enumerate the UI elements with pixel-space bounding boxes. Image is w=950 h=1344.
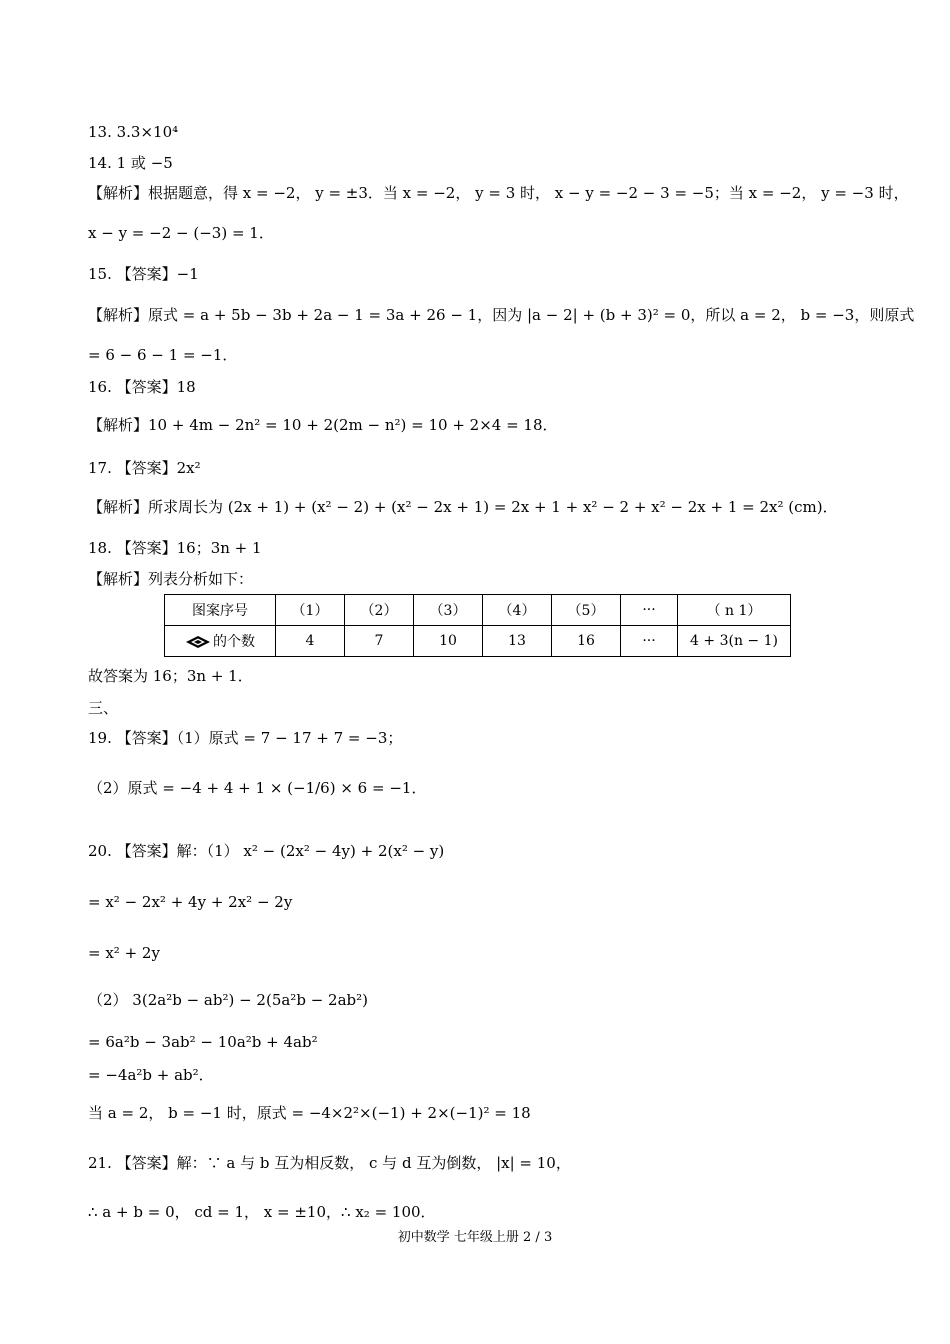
table-cell: 16 [552, 626, 621, 657]
answer-20-evaluate: 当 a = 2， b = −1 时，原式 = −4×2²×(−1) + 2×(−1)² = 18 [88, 1104, 531, 1122]
page-footer: 初中数学 七年级上册 2 / 3 [397, 1230, 553, 1245]
table-header-cell: （3） [414, 595, 483, 626]
table-header-cell: （4） [483, 595, 552, 626]
answer-16: 16. 【答案】18 [88, 378, 196, 396]
analysis-14-line1: 【解析】根据题意，得 x = −2， y = ±3．当 x = −2， y = 3 时， x − y = −2 − 3 = −5；当 x = −2， y = −3 时， [88, 184, 909, 202]
analysis-17: 【解析】所求周长为 (2x + 1) + (x² − 2) + (x² − 2x + 1) = 2x + 1 + x² − 2 + x² − 2x + 1 = 2x² (cm)． [88, 498, 838, 516]
answer-20-step2: = x² + 2y [88, 944, 160, 962]
table-header-cell: （5） [552, 595, 621, 626]
diamond-icon [185, 635, 211, 649]
section-three-heading: 三、 [88, 699, 119, 717]
table-cell: ··· [621, 626, 678, 657]
table-label-cell [165, 626, 276, 657]
table-header-cell: ··· [621, 595, 678, 626]
analysis-18: 【解析】列表分析如下： [88, 570, 254, 588]
analysis-15-line2: = 6 − 6 − 1 = −1． [88, 346, 238, 364]
table-header-cell: 图案序号 [165, 595, 276, 626]
table-cell: 4 [276, 626, 345, 657]
table-cell: 10 [414, 626, 483, 657]
answer-13: 13. 3.3×10⁴ [88, 123, 179, 141]
table-header-cell: （ n 1） [678, 595, 791, 626]
answer-20-step3: = 6a²b − 3ab² − 10a²b + 4ab² [88, 1033, 318, 1051]
analysis-15-line1: 【解析】原式 = a + 5b − 3b + 2a − 1 = 3a + 26 − 1，因为 |a − 2| + (b + 3)² = 0，所以 a = 2， b = −3，则原式 [88, 306, 915, 324]
conclusion-18: 故答案为 16；3n + 1． [88, 667, 253, 685]
answer-20-step1: = x² − 2x² + 4y + 2x² − 2y [88, 893, 293, 911]
analysis-16: 【解析】10 + 4m − 2n² = 10 + 2(2m − n²) = 10 + 2×4 = 18． [88, 416, 558, 434]
pattern-table [164, 594, 791, 657]
analysis-14-line2: x − y = −2 − (−3) = 1． [88, 224, 274, 242]
table-row [165, 595, 791, 626]
answer-19-part1: 19. 【答案】（1）原式 = 7 − 17 + 7 = −3； [88, 729, 403, 747]
answer-14: 14. 1 或 −5 [88, 154, 173, 172]
table-header-cell: （2） [345, 595, 414, 626]
answer-21-line2: ∴ a + b = 0， cd = 1， x = ±10，∴ x₂ = 100． [88, 1203, 436, 1221]
answer-18: 18. 【答案】16；3n + 1 [88, 539, 262, 557]
answer-20-part1: 20. 【答案】解：（1） x² − (2x² − 4y) + 2(x² − y) [88, 842, 445, 860]
answer-21-line1: 21. 【答案】解：∵ a 与 b 互为相反数， c 与 d 互为倒数， |x| = 10， [88, 1154, 571, 1172]
answer-20-part2: （2） 3(2a²b − ab²) − 2(5a²b − 2ab²) [88, 991, 368, 1009]
table-row [165, 626, 791, 657]
answer-15: 15. 【答案】−1 [88, 265, 199, 283]
table-cell: 7 [345, 626, 414, 657]
answer-20-step4: = −4a²b + ab²． [88, 1066, 214, 1084]
table-cell: 4 + 3(n − 1) [678, 626, 791, 657]
answer-17: 17. 【答案】2x² [88, 459, 201, 477]
table-label-text: 的个数 [213, 634, 255, 650]
table-cell: 13 [483, 626, 552, 657]
answer-19-part2: （2）原式 = −4 + 4 + 1 × (−1/6) × 6 = −1． [88, 779, 427, 797]
table-header-cell: （1） [276, 595, 345, 626]
